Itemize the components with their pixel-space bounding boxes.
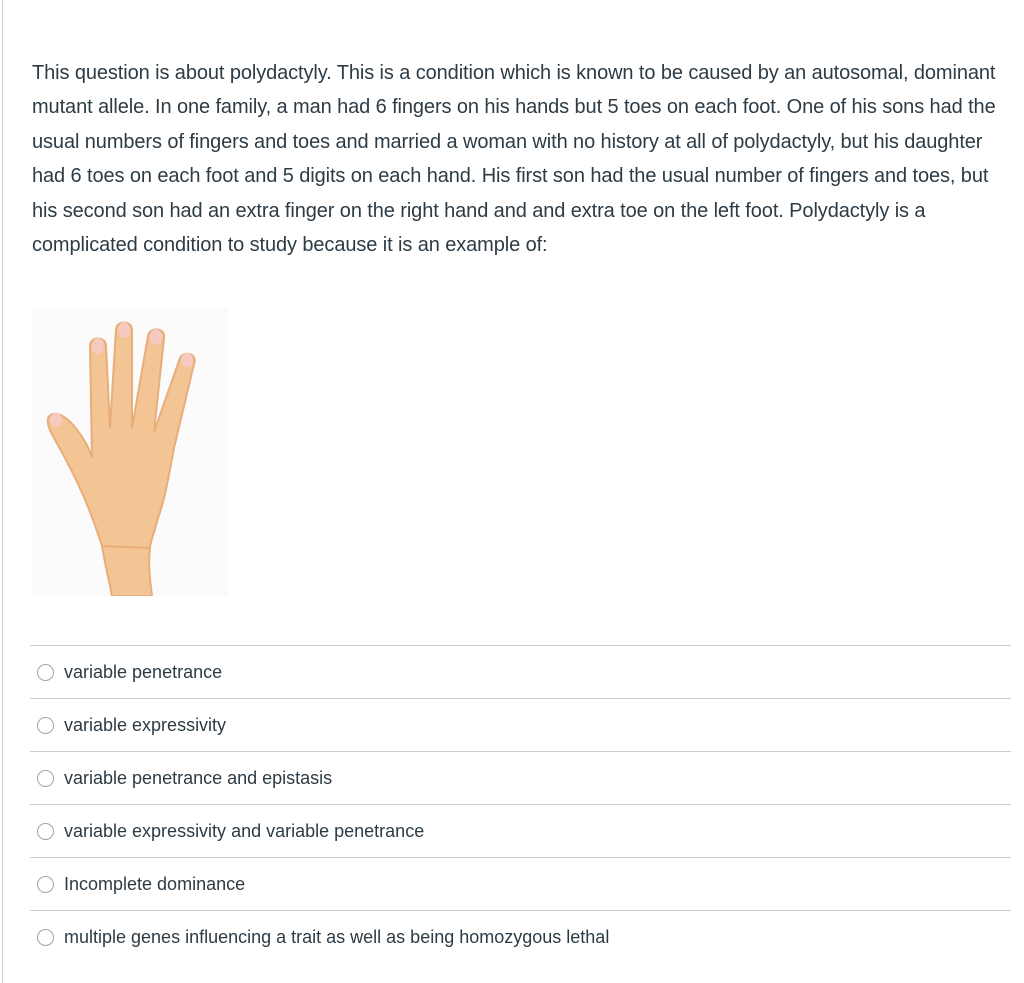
question-text-container [32,56,1012,262]
answer-label: multiple genes influencing a trait as well as being homozygous lethal [64,926,610,947]
hand-image [32,308,228,596]
answer-label: variable expressivity [64,714,227,735]
radio-icon[interactable] [37,664,54,681]
radio-icon[interactable] [37,929,54,946]
answer-label: variable penetrance [64,661,223,682]
question-text: This question is about polydactyly. This is a condition which is known to be caused by an autosomal, dominant mutant allele. In one family, a man had 6 fingers on his hands but 5 toes on each foot. One of his sons had the usual numbers of fingers and toes and married a woman with no history at all of polydactyly, but his daughter had 6 toes on each foot and 5 digits on each hand. His first son had the usual number of fingers and toes, but his second son had an extra finger on the right hand and and extra toe on the left foot. Polydactyly is a complicated condition to study because it is an example of: [32,62,996,257]
answer-option[interactable] [30,645,1011,698]
radio-icon[interactable] [37,717,54,734]
answer-option[interactable] [30,910,1011,963]
radio-icon[interactable] [37,876,54,893]
left-border [2,0,3,983]
answer-option[interactable] [30,804,1011,857]
hand-icon [32,308,228,596]
radio-icon[interactable] [37,770,54,787]
answer-option[interactable] [30,751,1011,804]
radio-icon[interactable] [37,823,54,840]
answer-label: Incomplete dominance [64,873,246,894]
answer-option[interactable] [30,857,1011,910]
answer-option[interactable] [30,698,1011,751]
answer-list [30,645,1011,963]
answer-label: variable expressivity and variable penetrance [64,820,425,841]
answer-label: variable penetrance and epistasis [64,767,333,788]
